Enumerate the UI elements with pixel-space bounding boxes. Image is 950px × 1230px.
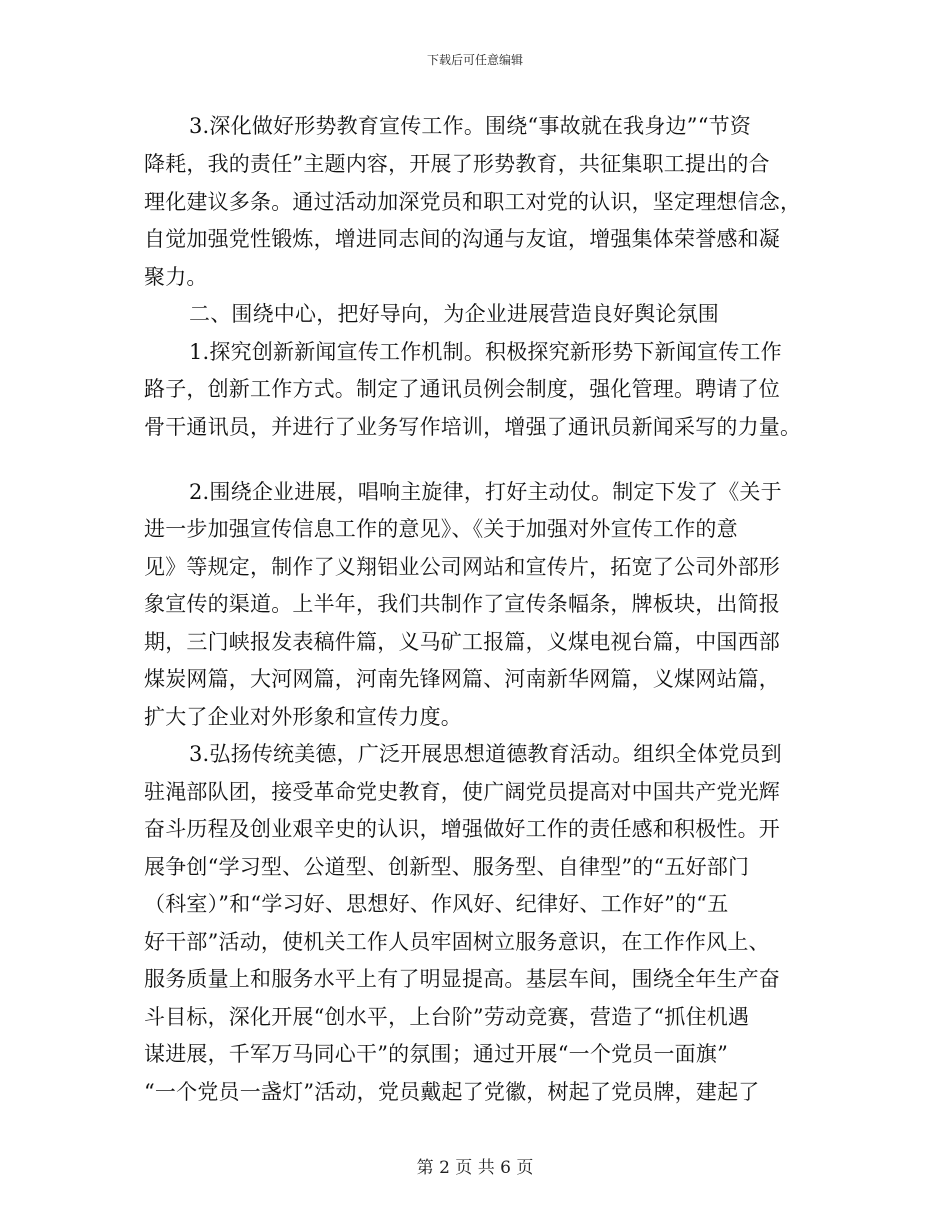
body-line: “一个党员一盏灯”活动，党员戴起了党徽，树起了党员牌，建起了: [144, 1080, 760, 1104]
body-line: 路子，创新工作方式。制定了通讯员例会制度，强化管理。聘请了位: [144, 377, 780, 401]
body-line: 奋斗历程及创业艰辛史的认识，增强做好工作的责任感和积极性。开: [144, 817, 780, 841]
page-header: 下载后可任意编辑: [426, 53, 523, 67]
body-line: 展争创“学习型、公道型、创新型、服务型、自律型”的“五好部门: [144, 855, 750, 879]
body-line: 期，三门峡报发表稿件篇，义马矿工报篇，义煤电视台篇，中国西部: [144, 630, 780, 654]
body-line: （科室）”和“学习好、思想好、作风好、纪律好、工作好”的“五: [144, 892, 729, 916]
body-line: 见》等规定，制作了义翔铝业公司网站和宣传片，拓宽了公司外部形: [144, 555, 780, 579]
body-line: 服务质量上和服务水平上有了明显提高。基层车间，围绕全年生产奋: [144, 967, 780, 991]
body-line: 好干部”活动，使机关工作人员牢固树立服务意识，在工作作风上、: [144, 930, 770, 954]
body-line: 聚力。: [144, 265, 208, 289]
body-line: 3.深化做好形势教育宣传工作。围绕“事故就在我身边”“节资: [189, 114, 752, 138]
body-line: 煤炭网篇，大河网篇，河南先锋网篇、河南新华网篇，义煤网站篇，: [144, 667, 780, 691]
body-line: 2.围绕企业进展，唱响主旋律，打好主动仗。制定下发了《关于: [189, 480, 782, 504]
section-heading: 二、围绕中心，把好导向，为企业进展营造良好舆论氛围: [189, 302, 719, 326]
body-line: 扩大了企业对外形象和宣传力度。: [144, 705, 462, 729]
body-line: 自觉加强党性锻炼，增进同志间的沟通与友谊，增强集体荣誉感和凝: [144, 227, 780, 251]
body-line: 驻渑部队团，接受革命党史教育，使广阔党员提高对中国共产党光辉: [144, 780, 780, 804]
body-line: 1.探究创新新闻宣传工作机制。积极探究新形势下新闻宣传工作: [189, 340, 782, 364]
body-line: 象宣传的渠道。上半年，我们共制作了宣传条幅条，牌板块，出简报: [144, 592, 780, 616]
body-line: 3.弘扬传统美德，广泛开展思想道德教育活动。组织全体党员到: [189, 742, 782, 766]
body-line: 进一步加强宣传信息工作的意见》、《关于加强对外宣传工作的意: [144, 517, 738, 541]
body-line: 降耗，我的责任”主题内容，开展了形势教育，共征集职工提出的合: [144, 152, 770, 176]
body-line: 斗目标，深化开展“创水平，上台阶”劳动竞赛，营造了“抓住机遇: [144, 1005, 750, 1029]
page-number: 第 2 页 共 6 页: [416, 1158, 534, 1178]
body-line: 谋进展，千军万马同心干”的氛围；通过开展“一个党员一面旗”: [144, 1042, 729, 1066]
body-line: 理化建议多条。通过活动加深党员和职工对党的认识，坚定理想信念，: [144, 190, 802, 214]
body-line: 骨干通讯员，并进行了业务写作培训，增强了通讯员新闻采写的力量。: [144, 415, 802, 439]
